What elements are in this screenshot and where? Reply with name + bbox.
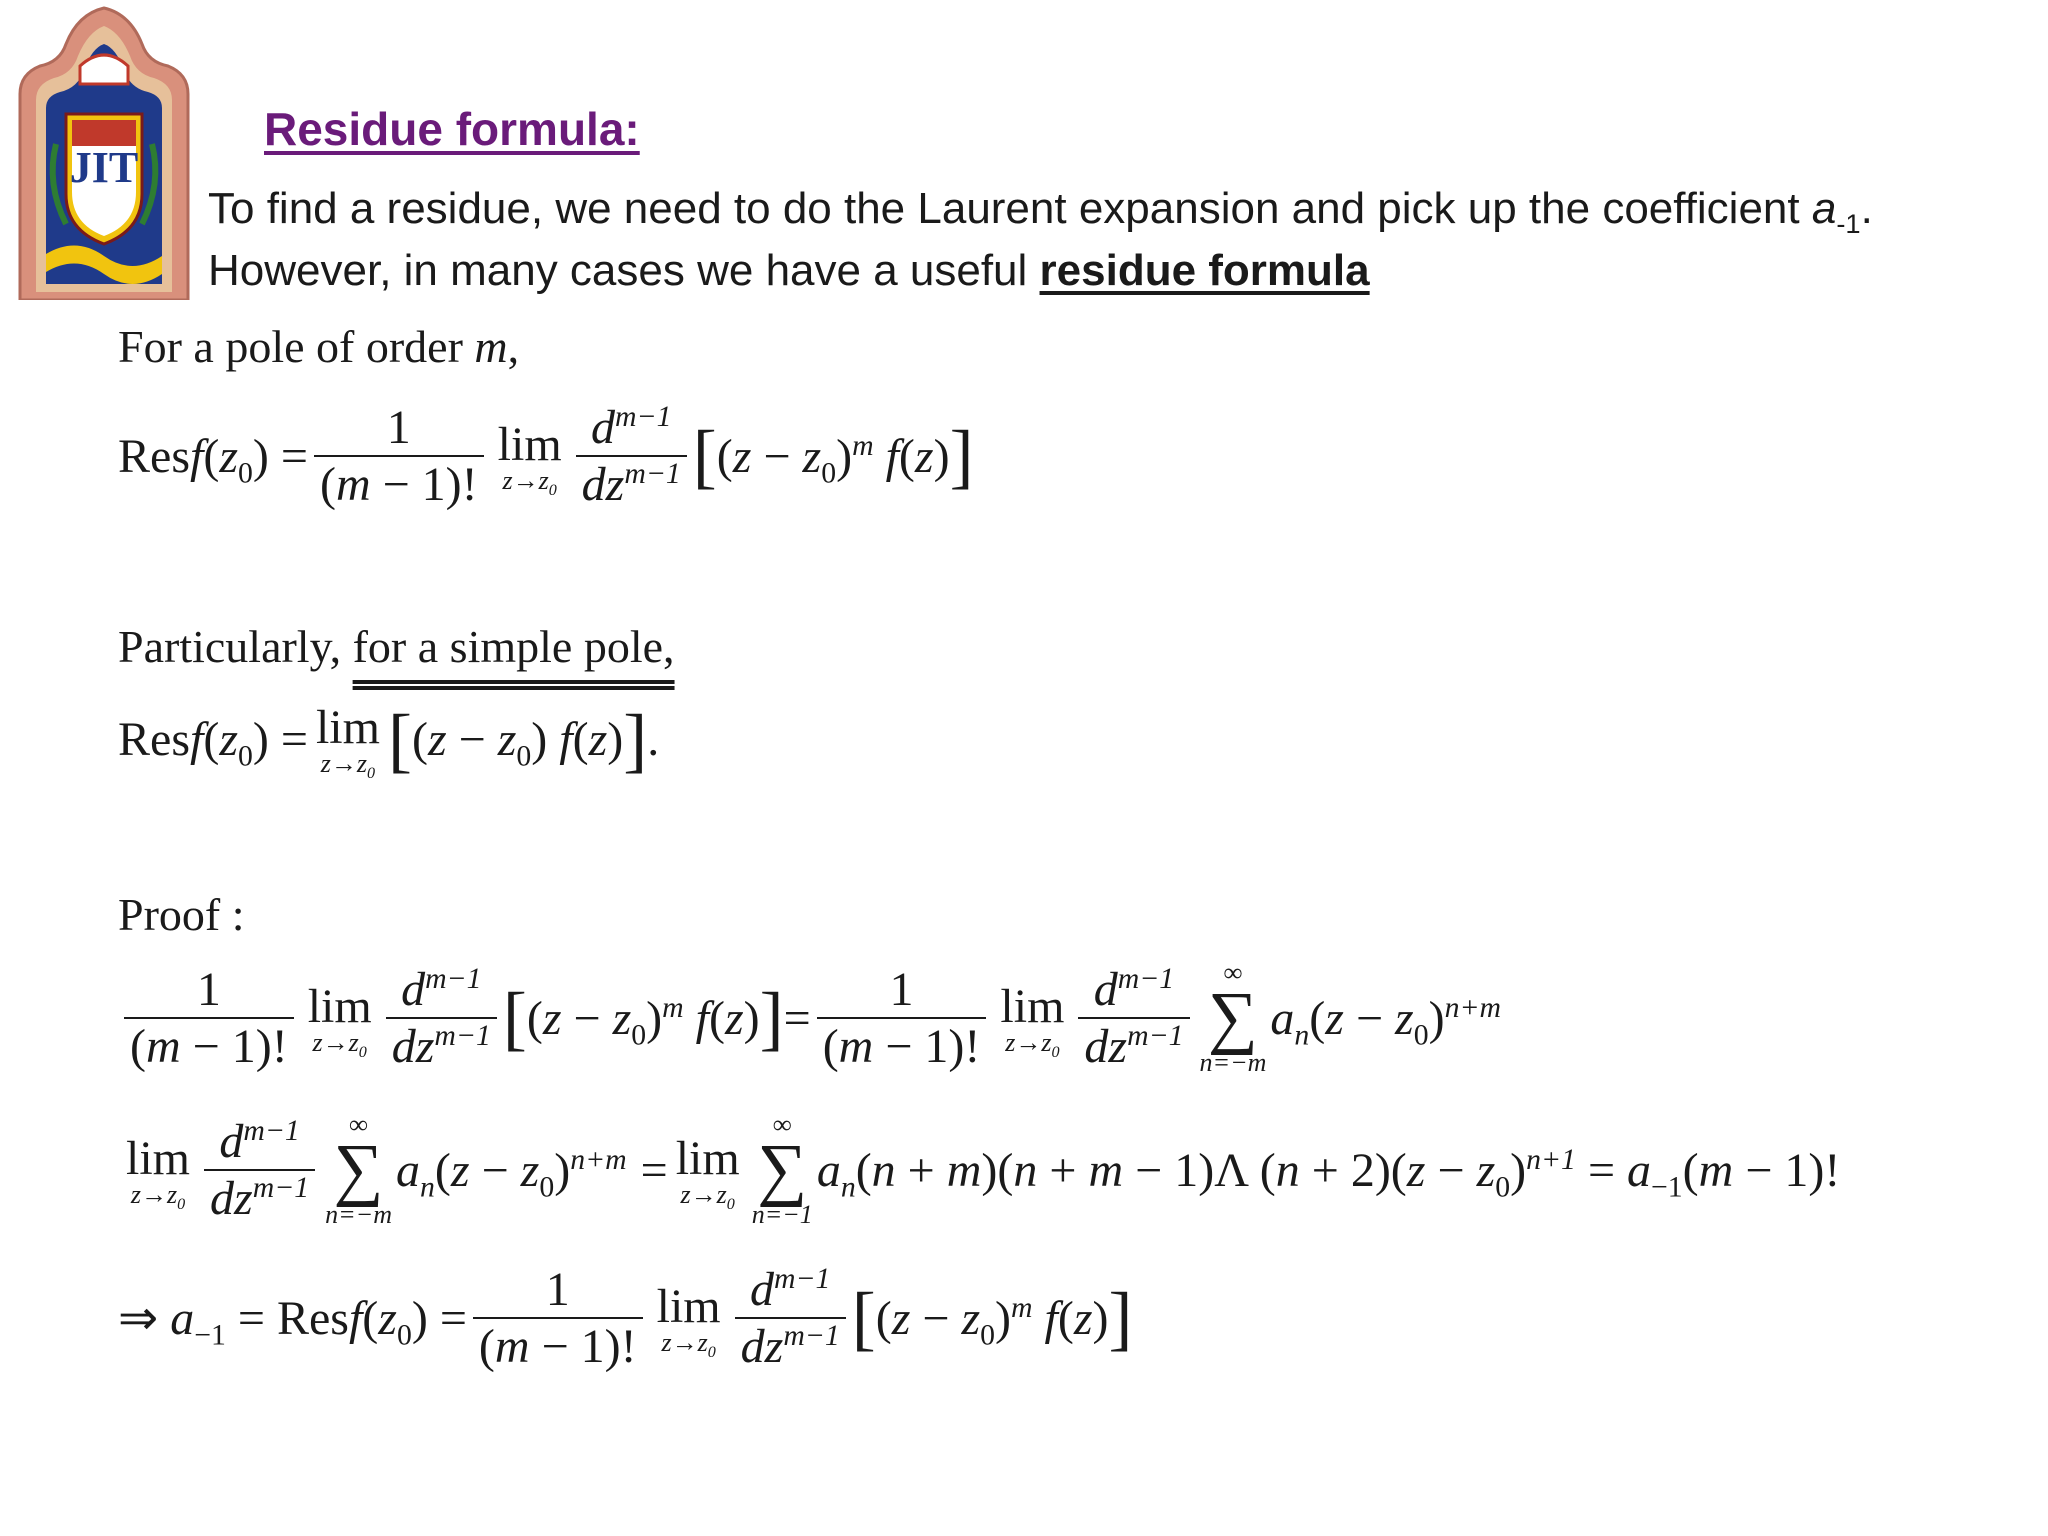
- equation-simple-pole: $Resf(z_0)$ = lim $z\to z_0$ [ $(z - z_0)$ f(z) ] .: [118, 699, 660, 783]
- proof-label: Proof :: [118, 889, 245, 940]
- equation-proof-line-2: lim $z\to z_0$ $\frac{d^{m-1}}{dz^{m-1}}$ ∞ ∑ n=−m $a_n(z - z_0)^{n+m}$ = lim $z\to z_0$ ∞ ∑ n=−1 $a_n(n + m)(n + m - 1)\Lambda$ $(n + 2)(z - z_0)^{n+1} = a_{-1}(m - 1)$!: [126, 1110, 1841, 1229]
- equation-proof-line-3: ⇒ $a_{-1}$ = $Resf(z_0)$ = $\frac{1}{(m - 1)!}$ lim $z\to z_0$ $\frac{d^{m-1}}{dz^{m-1}}$ [ $(z - z_0)^m$ f(z) ]: [118, 1262, 1133, 1373]
- coefficient-subscript: -1: [1836, 207, 1861, 239]
- intro-line-1-end: .: [1860, 184, 1873, 233]
- jit-logo: [6, 4, 202, 300]
- intro-line-2-text: However, in many cases we have a useful: [208, 246, 1040, 295]
- pole-order-var: m: [474, 321, 508, 372]
- pole-order-suffix: ,: [507, 321, 520, 372]
- intro-line-2: [208, 246, 1370, 296]
- simple-pole-underlined: for a simple pole,: [352, 621, 675, 672]
- slide-title: Residue formula:: [264, 103, 640, 155]
- residue-formula-emphasis: residue formula: [1039, 246, 1370, 295]
- intro-line-1-text: To find a residue, we need to do the Laurent expansion and pick up the coefficient: [208, 184, 1812, 233]
- equation-general-residue: $Resf(z_0)$ = $\frac{1}{(m - 1)!}$ lim $z\to z_0$ $\frac{d^{m-1}}{dz^{m-1}}$ [ $(z - z_0)^m$ f(z) ]: [118, 400, 974, 511]
- equation-proof-line-1: $\frac{1}{(m - 1)!}$ lim $z\to z_0$ $\frac{d^{m-1}}{dz^{m-1}}$ [ $(z - z_0)^m$ f(z) ] = $\frac{1}{(m - 1)!}$ lim $z\to z_0$ $\frac{d^{m-1}}{dz^{m-1}}$ ∞ ∑ n=−m $a_n(z - z_0)^{n+m}$: [118, 958, 1501, 1078]
- coefficient-a: a: [1811, 184, 1837, 233]
- simple-pole-prefix: Particularly,: [118, 621, 353, 672]
- intro-line-1: [208, 184, 1873, 239]
- simple-pole-text: [118, 620, 675, 673]
- pole-order-text: [118, 320, 519, 373]
- logo-text: JIT: [69, 143, 139, 192]
- pole-order-prefix: For a pole of order: [118, 321, 475, 372]
